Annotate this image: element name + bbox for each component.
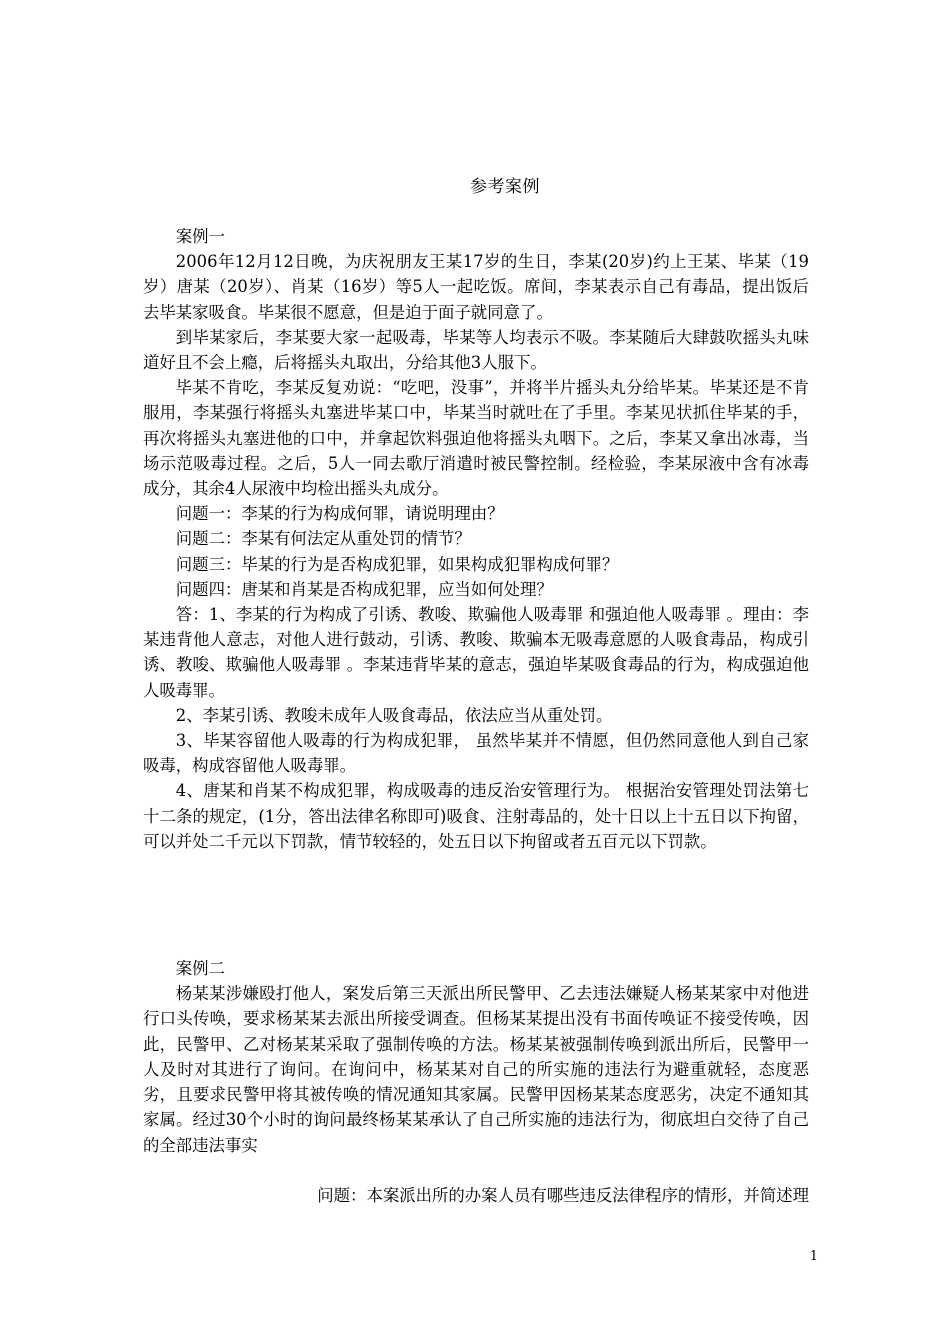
document-body xyxy=(143,224,809,1208)
case-one-question: 问题四：唐某和肖某是否构成犯罪，应当如何处理？ xyxy=(175,579,553,599)
case-two-paragraph: 杨某某涉嫌殴打他人，案发后第三天派出所民警甲、乙去违法嫌疑人杨某某家中对他进行口头传唤，要求杨某某去派出所接受调查。但杨某某提出没有书面传唤证不接受传唤，因此，民警甲、乙对杨某某采取了强制传唤的方法。杨某某被强制传唤到派出所后，民警甲一人及时对其进行了询问。在询问中，杨某某对自己的所实施的违法行为避重就轻，态度恶劣，且要求民警甲将其被传唤的情况通知其家属。民警甲因杨某某态度恶劣，决定不通知其家属。经过30个小时的询问最终杨某某承认了自己所实施的违法行为，彻底坦白交待了自己的全部违法事实 xyxy=(143,984,809,1155)
page-title: 参考案例 xyxy=(470,177,540,197)
case-one-answer: 3、毕某容留他人吸毒的行为构成犯罪， 虽然毕某并不情愿，但仍然同意他人到自己家吸毒，构成容留他人吸毒罪。 xyxy=(143,731,809,776)
case-one-question: 问题二：李某有何法定从重处罚的情节？ xyxy=(175,529,471,549)
case-one-paragraph: 2006年12月12日晚，为庆祝朋友王某17岁的生日，李某(20岁)约上王某、毕某（19岁）唐某（20岁）、肖某（16岁）等5人一起吃饭。席间，李某表示自己有毒品，提出饭后去毕某家吸食。毕某很不愿意，但是迫于面子就同意了。 xyxy=(143,252,809,322)
case-one-answer: 答：1、李某的行为构成了引诱、教唆、欺骗他人吸毒罪 和强迫他人吸毒罪 。理由：李某违背他人意志，对他人进行鼓动，引诱、教唆、欺骗本无吸毒意愿的人吸食毒品，构成引诱、教唆、欺骗他人吸毒罪 。李某违背毕某的意志，强迫毕某吸食毒品的行为，构成强迫他人吸毒罪。 xyxy=(143,605,809,700)
case-one-paragraph: 毕某不肯吃，李某反复劝说：“吃吧，没事”，并将半片摇头丸分给毕某。毕某还是不肯服用，李某强行将摇头丸塞进毕某口中，毕某当时就吐在了手里。李某见状抓住毕某的手，再次将摇头丸塞进他的口中，并拿起饮料强迫他将摇头丸咽下。之后，李某又拿出冰毒，当场示范吸毒过程。之后，5人一同去歌厅消遣时被民警控制。经检验，李某尿液中含有冰毒成分，其余4人尿液中均检出摇头丸成分。 xyxy=(143,378,809,499)
case-one-label: 案例一 xyxy=(175,227,225,246)
question-spacer xyxy=(143,1158,809,1183)
case-two-label: 案例二 xyxy=(175,959,225,979)
section-spacer xyxy=(143,854,809,956)
page-number: 1 xyxy=(809,1249,818,1264)
case-one-answer: 4、唐某和肖某不构成犯罪，构成吸毒的违反治安管理行为。 根据治安管理处罚法第七十二条的规定，(1分，答出法律名称即可)吸食、注射毒品的，处十日以上十五日以下拘留，可以并处二千元以下罚款，情节较轻的，处五日以下拘留或者五百元以下罚款。 xyxy=(143,781,809,851)
case-one-question: 问题三：毕某的行为是否构成犯罪，如果构成犯罪构成何罪？ xyxy=(175,554,619,574)
case-one-question: 问题一：李某的行为构成何罪，请说明理由？ xyxy=(175,504,504,524)
case-one-paragraph: 到毕某家后，李某要大家一起吸毒，毕某等人均表示不吸。李某随后大肆鼓吹摇头丸味道好且不会上瘾，后将摇头丸取出，分给其他3人服下。 xyxy=(143,327,809,373)
case-one-answer: 2、李某引诱、教唆未成年人吸食毒品，依法应当从重处罚。 xyxy=(175,705,613,725)
case-two-question: 问题：本案派出所的办案人员有哪些违反法律程序的情形，并简述理 xyxy=(317,1185,809,1205)
